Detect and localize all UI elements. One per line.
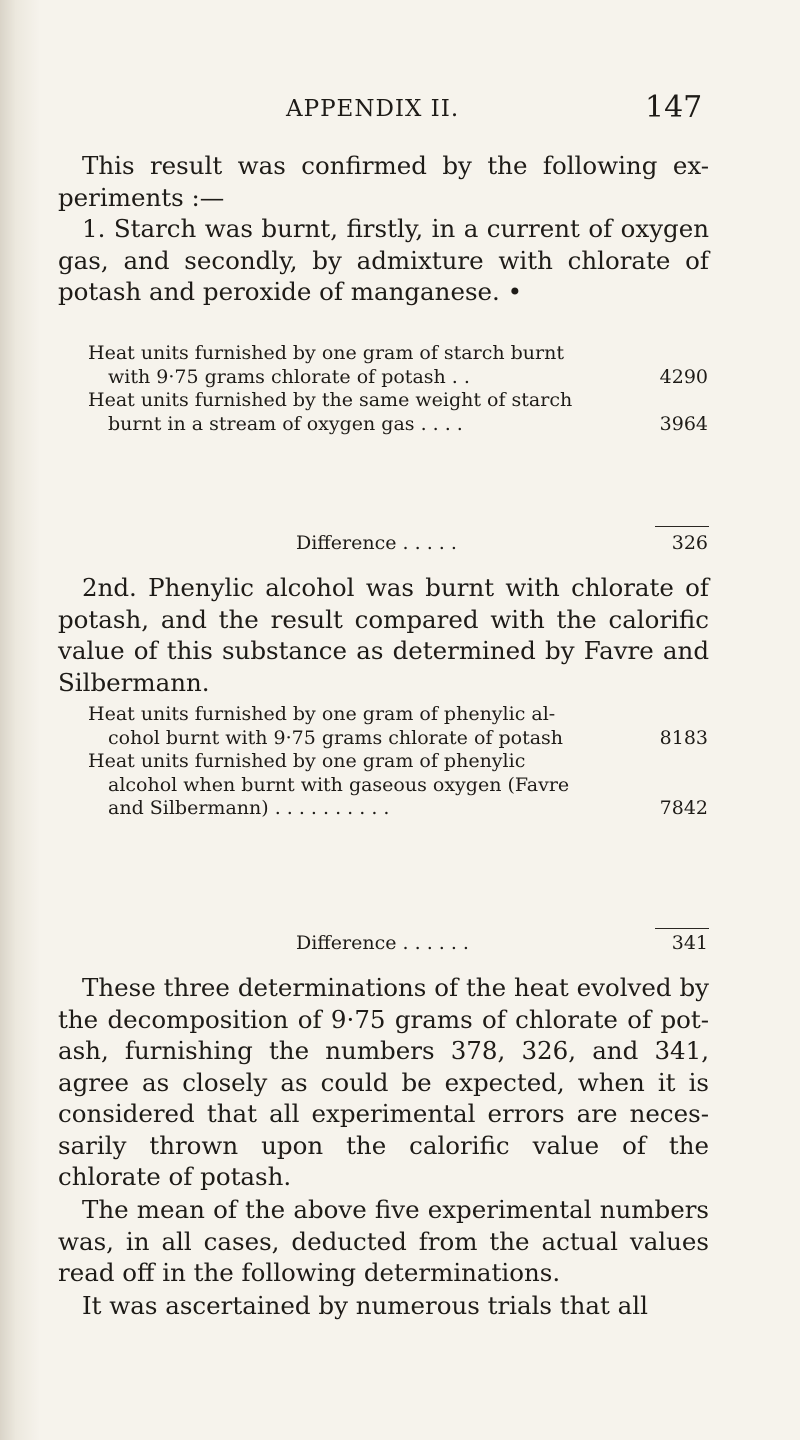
row-label-continued: alcohol when burnt with gaseous oxygen (Favre xyxy=(108,773,570,796)
table-row xyxy=(88,342,708,389)
row-label: Heat units furnished by the same weight of starch xyxy=(88,389,573,411)
difference-label: Difference . . . . . . xyxy=(296,932,469,954)
difference-label: Difference . . . . . xyxy=(296,532,457,554)
row-value: 4290 xyxy=(659,365,708,388)
paragraph-intro: This result was confirmed by the following ex-periments :— xyxy=(58,151,709,212)
table-row xyxy=(88,703,708,750)
table-row xyxy=(88,750,708,821)
table-row xyxy=(88,389,708,436)
sum-rule xyxy=(655,526,709,527)
phenylic-heat-table xyxy=(88,703,708,821)
page-header xyxy=(0,92,800,132)
row-label: Heat units furnished by one gram of phenylic xyxy=(88,750,526,772)
difference-value: 326 xyxy=(671,532,708,554)
row-label: Heat units furnished by one gram of starch burnt xyxy=(88,342,564,364)
starch-heat-table xyxy=(88,342,708,436)
row-value: 3964 xyxy=(659,412,708,435)
difference-value: 341 xyxy=(671,932,708,954)
page-number: 147 xyxy=(645,90,703,125)
paragraph-starch-experiment: 1. Starch was burnt, firstly, in a current of oxygen gas, and secondly, by admixture with chlorate of potash and peroxide of manganese. • xyxy=(58,214,709,306)
binding-gutter-shadow xyxy=(0,0,40,1440)
paragraph-mean: The mean of the above five experimental numbers was, in all cases, deducted from the actual values read off in the following determinations. xyxy=(58,1195,709,1287)
row-label-continued: and Silbermann) . . . . . . . . . . xyxy=(108,797,390,819)
paragraph-determinations: These three determinations of the heat evolved by the decomposition of 9·75 grams of chlorate of pot-ash, furnishing the numbers 378, 326, and 341, agree as closely as could be expected, when it is considered that all experimental errors are neces-sarily thrown upon the calorific value of the chlorate of potash. xyxy=(58,973,709,1191)
row-label-continued: burnt in a stream of oxygen gas . . . . xyxy=(108,412,463,435)
paragraph-phenylic-experiment: 2nd. Phenylic alcohol was burnt with chlorate of potash, and the result compared with the calorific value of this substance as determined by Favre and Silbermann. xyxy=(58,573,709,697)
row-label: Heat units furnished by one gram of phenylic al- xyxy=(88,703,556,725)
row-label-continued: cohol burnt with 9·75 grams chlorate of potash xyxy=(108,726,564,749)
running-head: APPENDIX II. xyxy=(286,96,460,122)
paragraph-trials: It was ascertained by numerous trials that all xyxy=(82,1291,648,1320)
sum-rule xyxy=(655,928,709,929)
row-label-continued: with 9·75 grams chlorate of potash . . xyxy=(108,365,470,388)
row-value: 7842 xyxy=(659,797,708,819)
row-value: 8183 xyxy=(659,726,708,749)
